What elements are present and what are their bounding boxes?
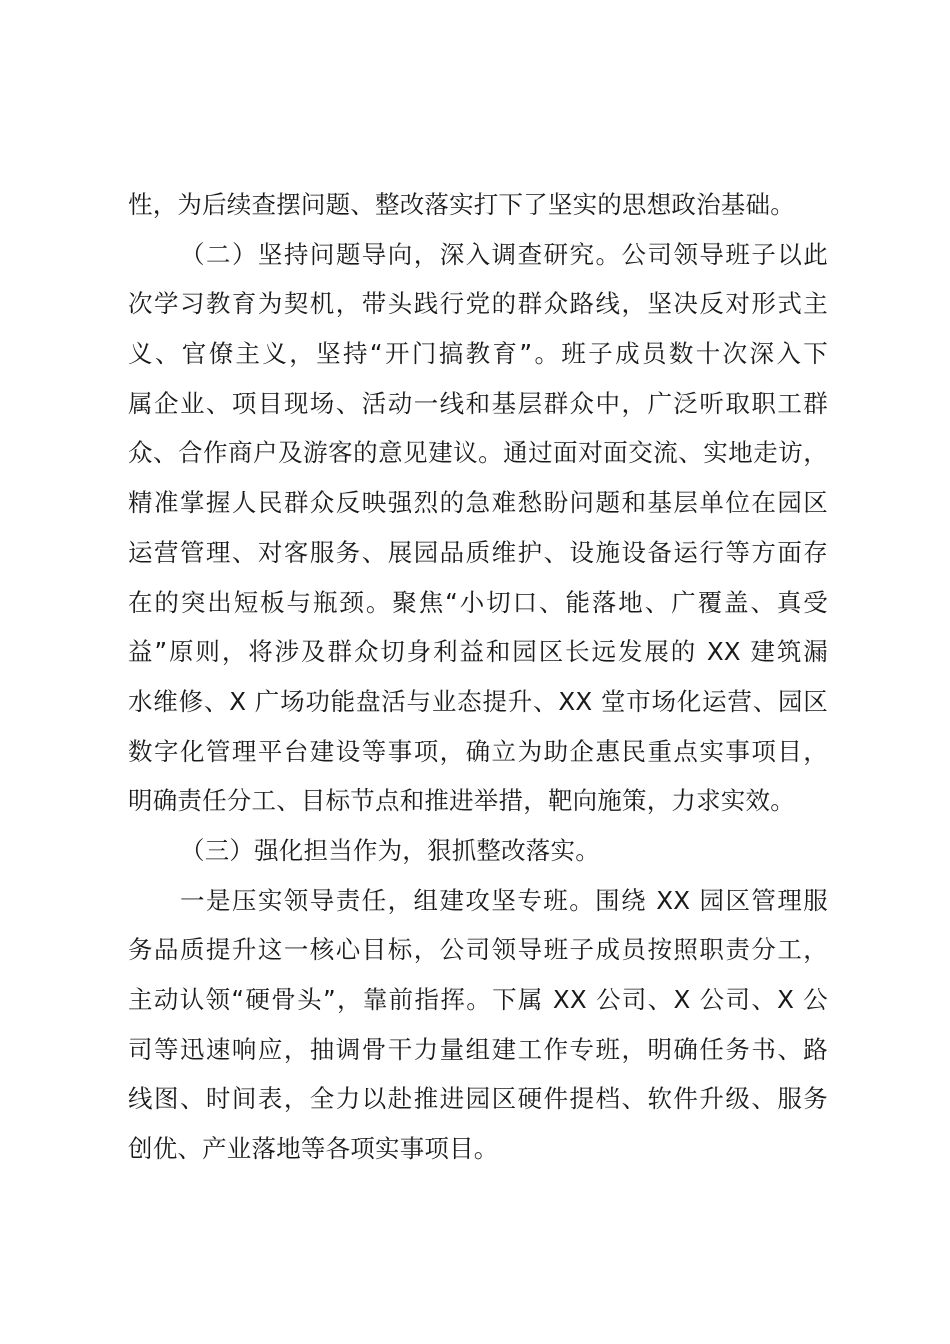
text-line: 水维修、X 广场功能盘活与业态提升、XX 堂市场化运营、园区 (128, 686, 828, 716)
text-line: 主动认领“硬骨头”，靠前指挥。下属 XX 公司、X 公司、X 公 (128, 985, 828, 1014)
text-line: 众、合作商户及游客的意见建议。通过面对面交流、实地走访， (128, 438, 828, 468)
body-text (128, 180, 828, 1174)
text-line: 次学习教育为契机，带头践行党的群众路线，坚决反对形式主 (128, 289, 828, 319)
text-line: 在的突出短板与瓶颈。聚焦“小切口、能落地、广覆盖、真受 (128, 587, 828, 617)
text-line: 义、官僚主义，坚持“开门搞教育”。班子成员数十次深入下 (128, 339, 828, 369)
text-line: 数字化管理平台建设等事项，确立为助企惠民重点实事项目， (128, 736, 828, 766)
text-line: 司等迅速响应，抽调骨干力量组建工作专班，明确任务书、路 (128, 1034, 828, 1064)
text-line: 明确责任分工、目标节点和推进举措，靶向施策，力求实效。 (128, 786, 795, 816)
text-line: 线图、时间表，全力以赴推进园区硬件提档、软件升级、服务 (128, 1084, 828, 1114)
text-line: 创优、产业落地等各项实事项目。 (128, 1134, 499, 1164)
text-line: 益”原则，将涉及群众切身利益和园区长远发展的 XX 建筑漏 (128, 637, 828, 667)
text-line: 运营管理、对客服务、展园品质维护、设施设备运行等方面存 (128, 537, 828, 567)
text-line: 务品质提升这一核心目标，公司领导班子成员按照职责分工， (128, 935, 828, 965)
text-line: 精准掌握人民群众反映强烈的急难愁盼问题和基层单位在园区 (128, 488, 828, 518)
text-line: 一是压实领导责任，组建攻坚专班。围绕 XX 园区管理服 (180, 885, 828, 915)
text-line: 性，为后续查摆问题、整改落实打下了坚实的思想政治基础。 (128, 190, 795, 219)
paragraph-heading-line: （二）坚持问题导向，深入调查研究。公司领导班子以此 (180, 239, 828, 269)
text-line: 属企业、项目现场、活动一线和基层群众中，广泛听取职工群 (128, 388, 828, 418)
section-heading-line: （三）强化担当作为，狠抓整改落实。 (180, 835, 600, 865)
